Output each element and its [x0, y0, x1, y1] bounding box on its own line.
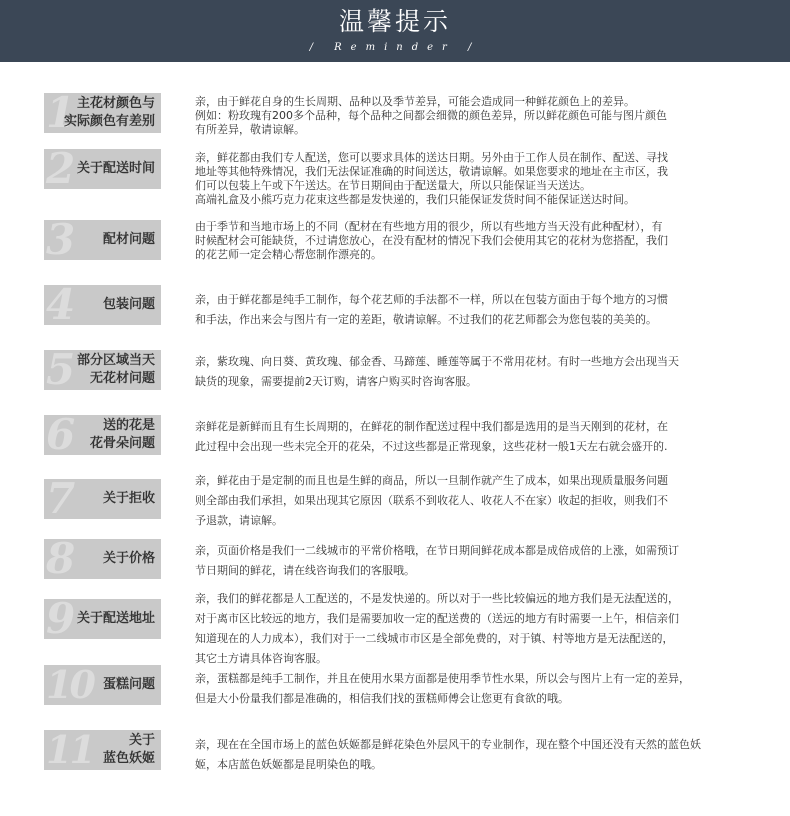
faq-answer-line: 对于离市区比较远的地方，我们是需要加收一定的配送费的（送远的地方有时需要一上午，相信亲们 — [195, 612, 679, 625]
faq-answer — [195, 352, 755, 392]
page-subtitle: / Reminder / — [309, 42, 481, 53]
faq-badge — [44, 285, 161, 325]
faq-answer-line: 亲，由于鲜花都是纯手工制作，每个花艺师的手法都不一样，所以在包装方面由于每个地方的习惯 — [195, 293, 668, 306]
faq-number: 2 — [46, 149, 76, 189]
faq-title-line: 蓝色妖姬 — [102, 751, 155, 766]
faq-number: 7 — [46, 479, 76, 519]
faq-title-line: 蛋糕问题 — [102, 677, 155, 692]
faq-answer-line: 但是大小份量我们都是准确的，相信我们找的蛋糕师傅会让您更有食欲的哦。 — [195, 692, 569, 705]
faq-title — [77, 350, 155, 390]
faq-answer — [195, 735, 755, 775]
page-title: 温馨提示 — [338, 7, 451, 36]
faq-answer — [195, 471, 755, 531]
faq-badge — [44, 415, 161, 455]
faq-title-line: 部分区域当天 — [76, 353, 155, 368]
faq-answer-line: 亲，现在在全国市场上的蓝色妖姬都是鲜花染色外层风干的专业制作，现在整个中国还没有天然的蓝色妖 — [195, 738, 701, 751]
faq-badge — [44, 220, 161, 260]
faq-title-line: 关于配送时间 — [76, 161, 155, 176]
faq-title — [103, 730, 155, 770]
faq-answer — [195, 290, 755, 330]
faq-answer-line: 亲，鲜花都由我们专人配送，您可以要求具体的送达日期。另外由于工作人员在制作、配送、寻找 — [195, 151, 668, 164]
faq-badge — [44, 539, 161, 579]
faq-answer-line: 节日期间的鲜花，请在线咨询我们的客服哦。 — [195, 564, 415, 577]
faq-title-line: 实际颜色有差别 — [63, 114, 155, 129]
faq-number: 4 — [46, 285, 76, 325]
faq-answer-line: 地址等其他特殊情况，我们无法保证准确的时间送达，敬请谅解。如果您要求的地址在主市区，我 — [195, 165, 668, 178]
faq-answer — [195, 541, 755, 581]
faq-answer-line: 亲，蛋糕都是纯手工制作，并且在使用水果方面都是使用季节性水果，所以会与图片上有一定的差异， — [195, 672, 690, 685]
faq-title-line: 关于配送地址 — [76, 611, 155, 626]
faq-title-line: 关于拒收 — [102, 491, 155, 506]
faq-answer — [195, 669, 755, 709]
faq-badge — [44, 599, 161, 639]
faq-title — [103, 479, 155, 519]
faq-answer-line: 亲鲜花是新鲜而且有生长周期的，在鲜花的制作配送过程中我们都是选用的是当天刚到的花材，在 — [195, 420, 668, 433]
faq-title-line: 关于价格 — [102, 551, 155, 566]
faq-answer-line: 们可以包装上午或下午送达。在节日期间由于配送量大，所以只能保证当天送达。 — [195, 179, 591, 192]
faq-title-line: 关于 — [128, 733, 155, 748]
faq-title — [77, 149, 155, 189]
faq-answer-line: 有所差异，敬请谅解。 — [195, 123, 305, 136]
faq-title-line: 包装问题 — [102, 297, 155, 312]
faq-number: 8 — [46, 539, 76, 579]
faq-answer-line: 由于季节和当地市场上的不同（配材在有些地方用的很少，所以有些地方当天没有此种配材），有 — [195, 220, 663, 233]
faq-title — [103, 285, 155, 325]
faq-badge — [44, 149, 161, 189]
faq-title — [77, 599, 155, 639]
faq-title-line: 花骨朵问题 — [89, 436, 155, 451]
faq-title — [90, 415, 155, 455]
faq-badge — [44, 665, 161, 705]
faq-badge — [44, 730, 161, 770]
faq-answer-line: 时候配材会可能缺货，不过请您放心，在没有配材的情况下我们会使用其它的花材为您搭配，我们 — [195, 234, 668, 247]
faq-answer-line: 亲，紫玫瑰、向日葵、黄玫瑰、郁金香、马蹄莲、睡莲等属于不常用花材。有时一些地方会出现当天 — [195, 355, 679, 368]
faq-title-line: 配材问题 — [102, 232, 155, 247]
faq-answer-line: 和手法，作出来会与图片有一定的差距，敬请谅解。不过我们的花艺师都会为您包装的美美的。 — [195, 313, 657, 326]
faq-answer — [195, 589, 755, 669]
faq-title-line: 无花材问题 — [89, 371, 155, 386]
faq-answer-line: 亲，我们的鲜花都是人工配送的，不是发快递的。所以对于一些比较偏远的地方我们是无法配送的， — [195, 592, 679, 605]
faq-answer-line: 此过程中会出现一些未完全开的花朵，不过这些都是正常现象，这些花材一般1天左右就会盛开的. — [195, 440, 668, 453]
faq-answer-line: 其它土方请具体咨询客服。 — [195, 652, 327, 665]
faq-number: 10 — [46, 665, 93, 705]
faq-badge — [44, 350, 161, 390]
faq-answer-line: 则全部由我们承担，如果出现其它原因（联系不到收花人、收花人不在家）收起的拒收，则我们不 — [195, 494, 668, 507]
faq-answer-line: 亲，由于鲜花自身的生长周期、品种以及季节差异，可能会造成同一种鲜花颜色上的差异。 — [195, 95, 635, 108]
faq-answer — [195, 151, 755, 207]
faq-answer — [195, 95, 755, 137]
faq-number: 9 — [46, 599, 76, 639]
reminder-header — [0, 0, 790, 62]
faq-number: 3 — [46, 220, 76, 260]
faq-answer-line: 亲，页面价格是我们一二线城市的平常价格哦，在节日期间鲜花成本都是成倍成倍的上涨，如需预订 — [195, 544, 679, 557]
faq-title-line: 主花材颜色与 — [76, 96, 155, 111]
faq-title — [103, 665, 155, 705]
faq-answer-line: 例如：粉玫瑰有200多个品种，每个品种之间都会细微的颜色差异，所以鲜花颜色可能与图片颜色 — [195, 109, 667, 122]
faq-answer-line: 的花艺师一定会精心帮您制作漂亮的。 — [195, 248, 382, 261]
faq-answer — [195, 417, 755, 457]
faq-badge — [44, 479, 161, 519]
faq-number: 11 — [46, 730, 93, 770]
faq-number: 5 — [46, 350, 76, 390]
faq-title-line: 送的花是 — [102, 418, 155, 433]
faq-answer-line: 知道现在的人力成本），我们对于一二线城市市区是全部免费的，对于镇、村等地方是无法配送的， — [195, 632, 674, 645]
faq-title — [103, 539, 155, 579]
faq-number: 1 — [46, 93, 76, 133]
faq-answer-line: 亲，鲜花由于是定制的而且也是生鲜的商品，所以一旦制作就产生了成本，如果出现质量服务问题 — [195, 474, 668, 487]
faq-number: 6 — [46, 415, 76, 455]
faq-answer-line: 姬，本店蓝色妖姬都是昆明染色的哦。 — [195, 758, 382, 771]
faq-title — [64, 93, 155, 133]
faq-answer-line: 高端礼盒及小熊巧克力花束这些都是发快递的，我们只能保证发货时间不能保证送达时间。 — [195, 193, 635, 206]
faq-answer-line: 予退款，请谅解。 — [195, 514, 283, 527]
faq-answer-line: 缺货的现象，需要提前2天订购，请客户购买时咨询客服。 — [195, 375, 477, 388]
faq-answer — [195, 220, 755, 262]
faq-title — [103, 220, 155, 260]
faq-badge — [44, 93, 161, 133]
